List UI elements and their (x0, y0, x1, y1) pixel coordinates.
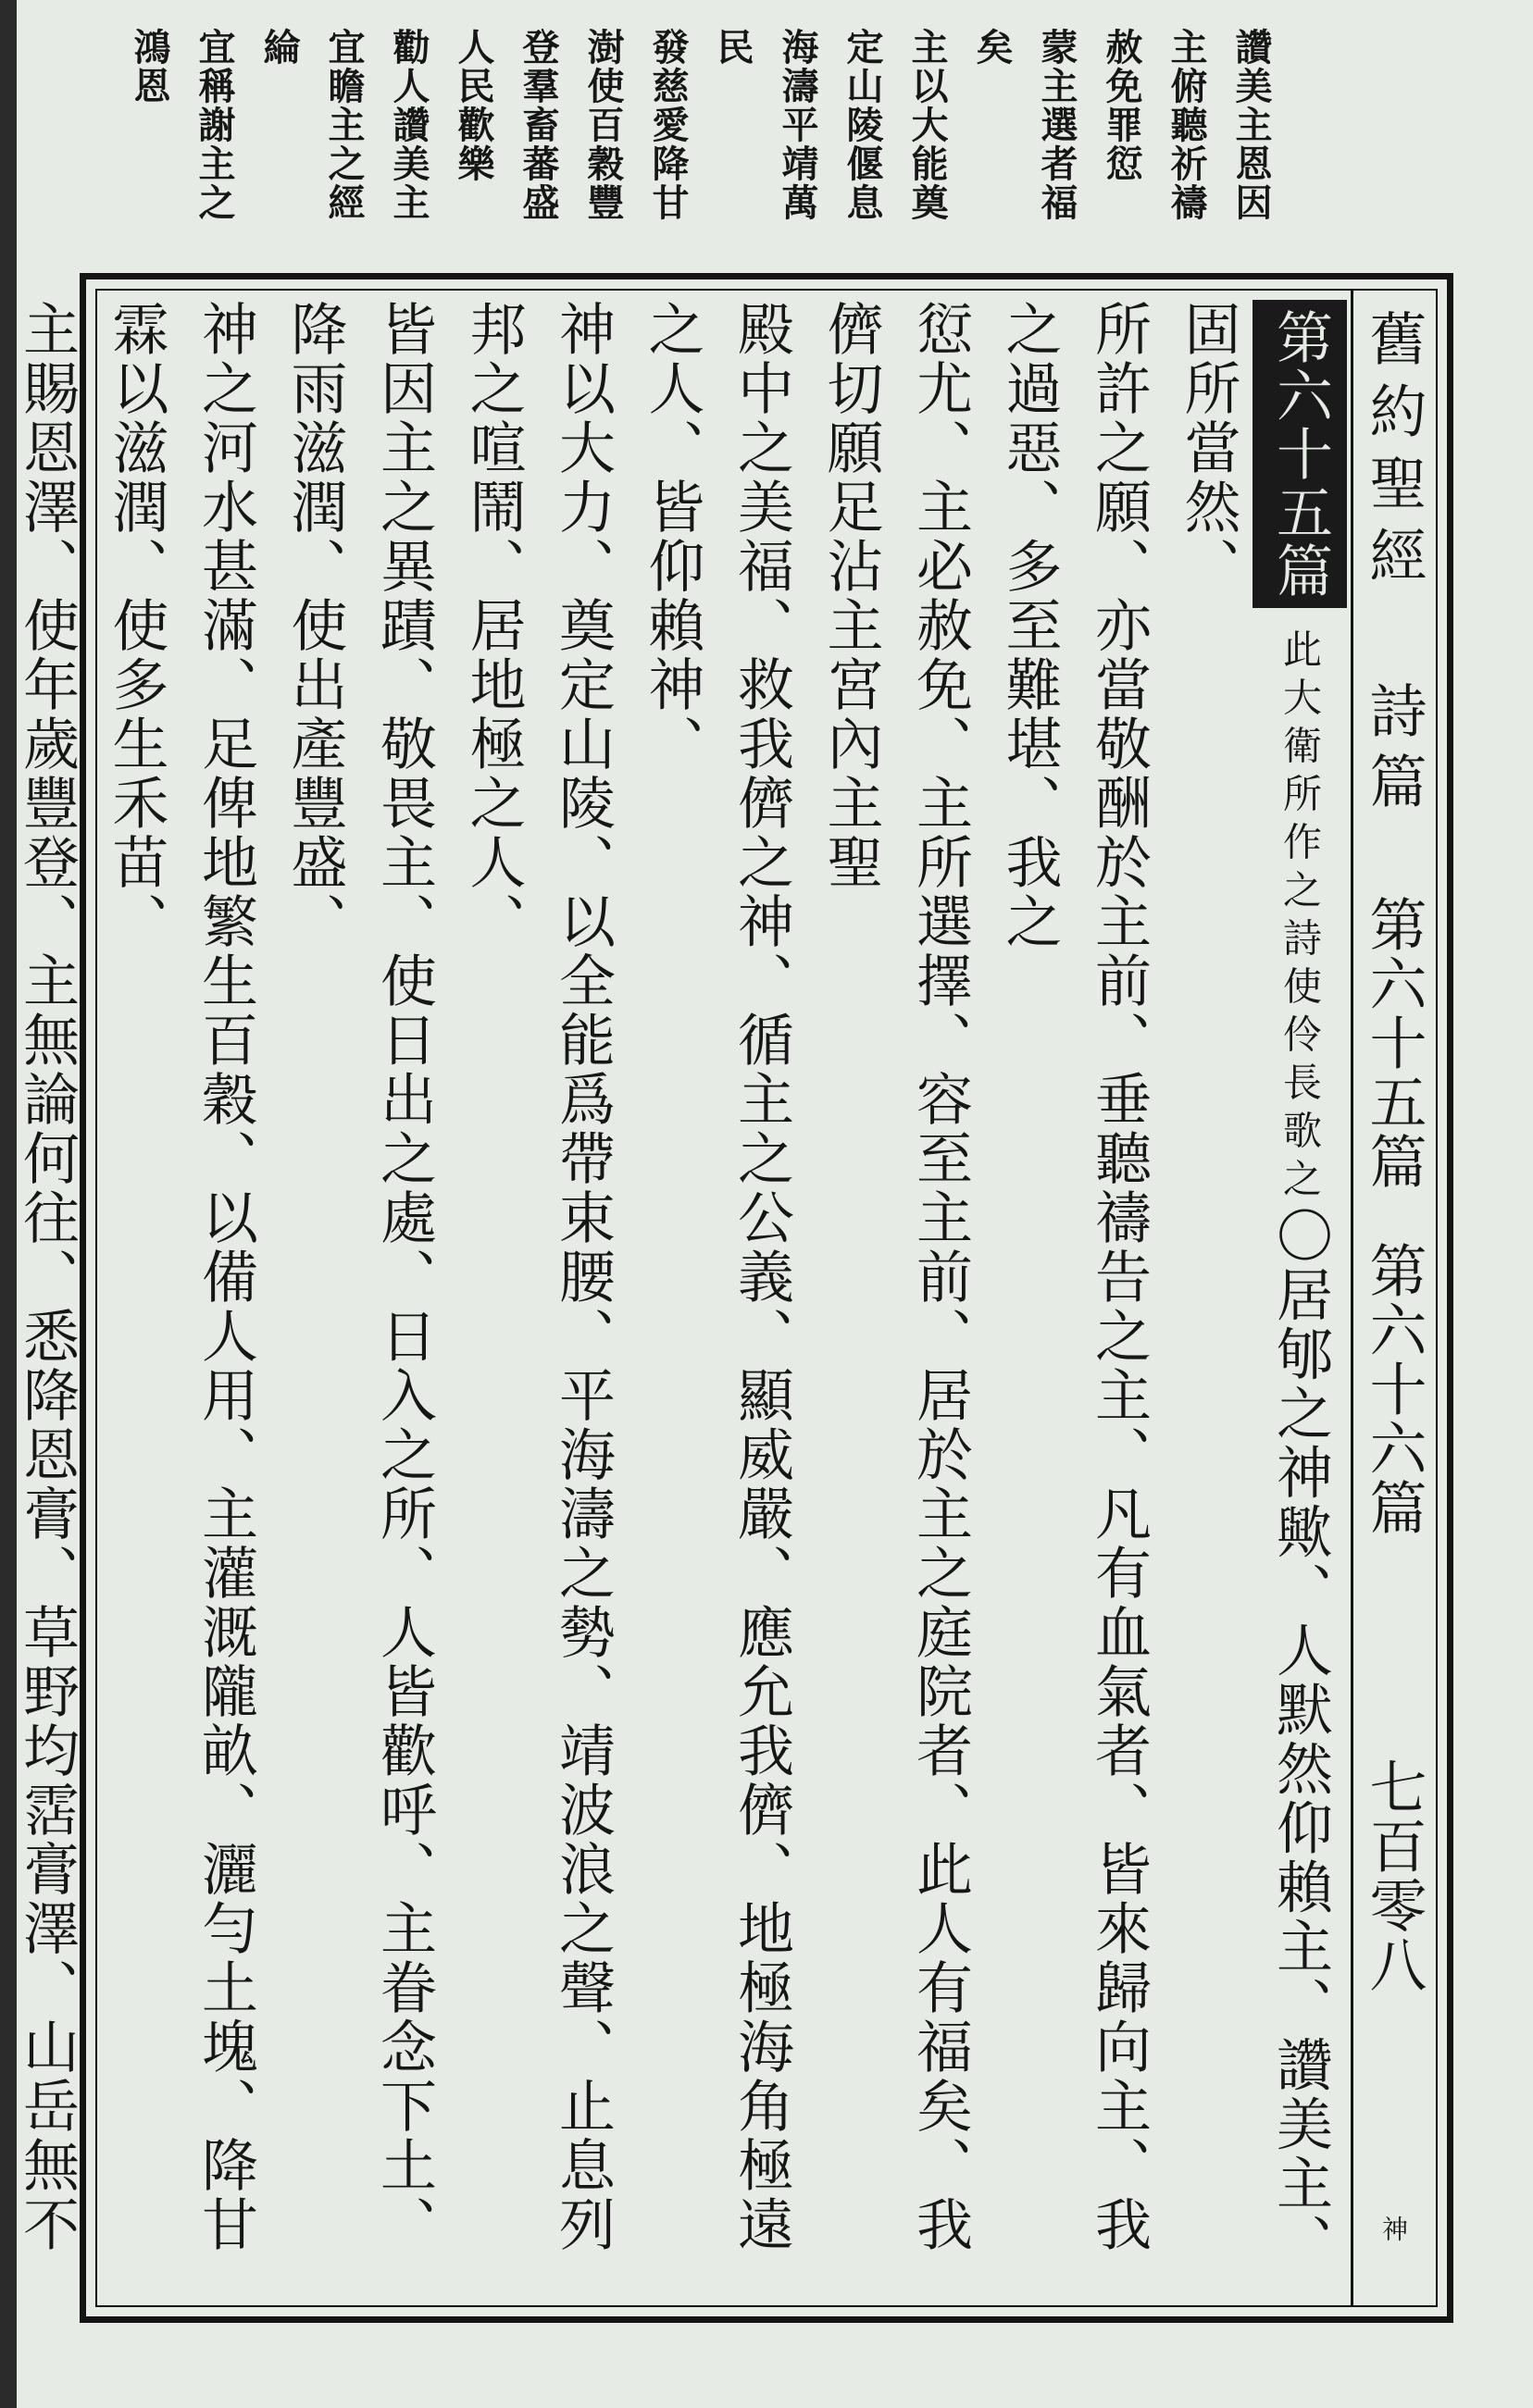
chapter-range-start: 第六十五篇 (1360, 895, 1427, 1192)
text-frame-inner (14, 289, 1438, 2307)
margin-note: 鴻恩 (128, 28, 171, 106)
book-title: 舊約聖經 (1360, 309, 1427, 598)
margin-note: 讚美主恩因 (1229, 28, 1273, 222)
text-column: 愆尤、主必赦免、主所選擇、容至主前、居於主之庭院者、此人有福矣、我儕切願足沾主宮內主聖 (817, 300, 973, 2254)
running-header (1351, 291, 1436, 2305)
margin-note: 綸 (257, 28, 301, 67)
body-text (14, 300, 1347, 2296)
margin-note: 赦免罪愆 (1100, 28, 1143, 183)
text-column: 殿中之美福、救我儕之神、循主之公義、顯威嚴、應允我儕、地極海角極遠之人、皆仰賴神、 (639, 300, 794, 2254)
margin-note: 主以大能奠 (905, 28, 949, 222)
text-column: 主賜恩澤、使年歲豐登、主無論何往、悉降恩膏、草野均霑膏澤、山岳無不 (14, 300, 80, 2254)
text-column: 神以大力、奠定山陵、以全能爲帶束腰、平海濤之勢、靖波浪之聲、止息列邦之喧鬧、居地極之人、 (460, 300, 616, 2254)
margin-note: 定山陵偃息 (841, 28, 884, 222)
margin-note: 澍使百穀豐 (581, 28, 625, 222)
margin-note: 宜稱謝主之 (193, 28, 236, 222)
text-column (1163, 300, 1347, 2296)
text-column: 神之河水甚滿、足俾地繁生百穀、以備人用、主灌溉隴畝、灑勻土塊、降甘霖以滋潤、使多生禾苗、 (103, 300, 258, 2254)
psalm-65-superscription: 此大衛所作之詩使伶長歌之 (1278, 628, 1323, 1207)
text-column: 所許之願、亦當敬酬於主前、垂聽禱告之主、凡有血氣者、皆來歸向主、我之過惡、多至難堪、我之 (996, 300, 1152, 2254)
psalm-65-heading: 第六十五篇 (1253, 300, 1348, 608)
text-column: 皆因主之異蹟、敬畏主、使日出之處、日入之所、人皆歡呼、主眷念下土、降雨滋潤、使出產豐盛、 (281, 300, 437, 2254)
margin-note: 海濤平靖萬 (776, 28, 819, 222)
margin-note: 蒙主選者福 (1035, 28, 1078, 222)
margin-note: 登羣畜蕃盛 (517, 28, 560, 222)
text-line: 〇居郇之神歟、人默然仰賴主、讚美主、固所當然、 (1175, 300, 1333, 2273)
text-frame (14, 273, 1453, 2323)
part-title: 詩篇 (1360, 680, 1427, 822)
margin-note: 矣 (970, 28, 1014, 67)
margin-note: 發慈愛降甘 (646, 28, 690, 222)
margin-note: 勸人讚美主 (387, 28, 430, 222)
margin-note: 主俯聽祈禱 (1165, 28, 1208, 222)
margin-note: 民 (711, 28, 754, 67)
signature-marker: 神 (1378, 2216, 1409, 2241)
chapter-range-end: 第六十六篇 (1360, 1241, 1427, 1538)
margin-note: 人民歡樂 (452, 28, 495, 183)
margin-note: 宜瞻主之經 (322, 28, 366, 222)
margin-notes (128, 28, 1283, 259)
page-number: 七百零八 (1360, 1757, 1427, 1994)
